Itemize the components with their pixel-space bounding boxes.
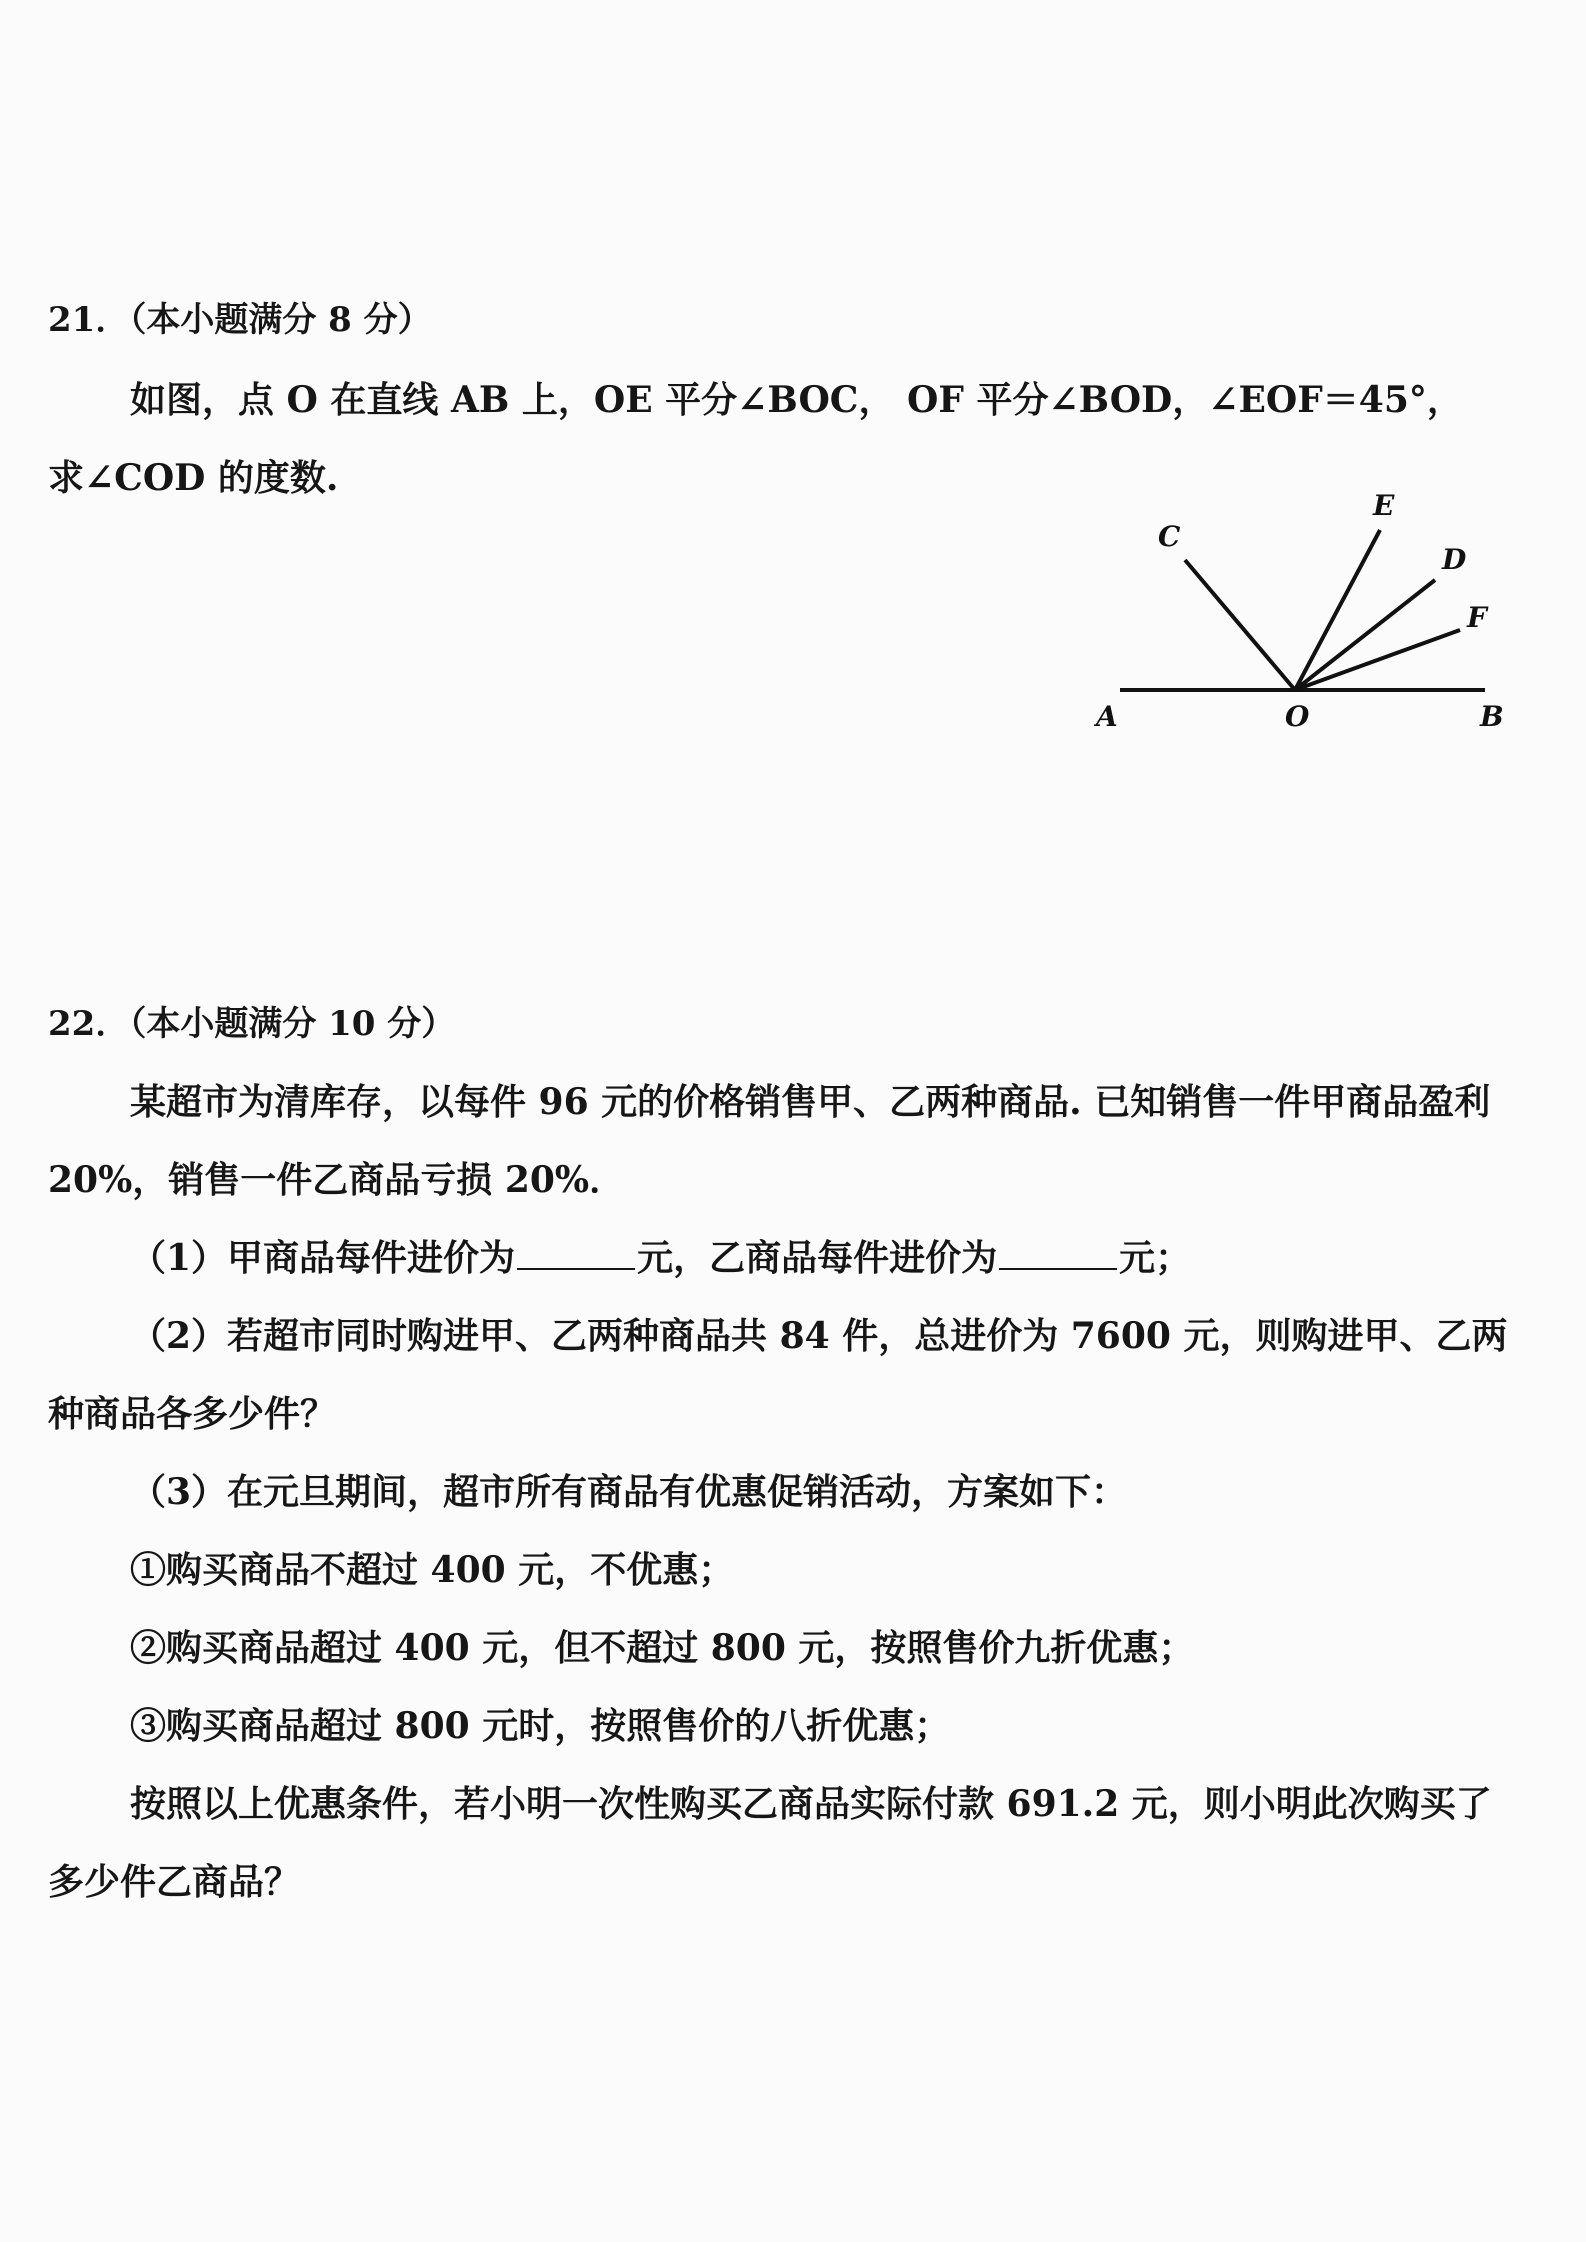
- label-E: E: [1373, 489, 1395, 522]
- label-B: B: [1480, 700, 1504, 733]
- q22-header: 22．（本小题满分 10 分）: [48, 1004, 456, 1044]
- q21-header: 21．（本小题满分 8 分）: [48, 300, 432, 340]
- label-F: F: [1467, 601, 1487, 634]
- q22-part1: [130, 1236, 1191, 1280]
- q22-part2-line2: 种商品各多少件？: [48, 1393, 337, 1435]
- q22-rule1: ①购买商品不超过 400 元，不优惠；: [130, 1549, 735, 1591]
- ray-OD: [1295, 580, 1435, 690]
- q22-part1-text-c: 元；: [1119, 1237, 1192, 1279]
- q22-ask-line1: 按照以上优惠条件，若小明一次性购买乙商品实际付款 691.2 元，则小明此次购买了: [130, 1783, 1492, 1825]
- angle-figure: [1080, 480, 1520, 760]
- q22-part2-line1: （2）若超市同时购进甲、乙两种商品共 84 件，总进价为 7600 元，则购进甲、乙两: [130, 1315, 1508, 1357]
- q22-ask-line2: 多少件乙商品？: [48, 1861, 301, 1903]
- answer-blank-yi-cost[interactable]: [999, 1238, 1117, 1270]
- answer-blank-jia-cost[interactable]: [517, 1238, 635, 1270]
- q22-rule3: ③购买商品超过 800 元时，按照售价的八折优惠；: [130, 1705, 951, 1747]
- q21-text-line1: 如图，点 O 在直线 AB 上，OE 平分∠BOC， OF 平分∠BOD，∠EOF＝45°，: [130, 379, 1463, 421]
- q22-rule2: ②购买商品超过 400 元，但不超过 800 元，按照售价九折优惠；: [130, 1627, 1195, 1669]
- ray-OC: [1185, 560, 1295, 690]
- label-O: O: [1285, 700, 1310, 733]
- label-C: C: [1158, 520, 1181, 553]
- q22-intro-line1: 某超市为清库存，以每件 96 元的价格销售甲、乙两种商品. 已知销售一件甲商品盈利: [130, 1081, 1491, 1123]
- q22-part1-text-a: （1）甲商品每件进价为: [130, 1237, 516, 1279]
- ray-OE: [1295, 530, 1380, 690]
- label-A: A: [1096, 700, 1118, 733]
- q22-intro-line2: 20%，销售一件乙商品亏损 20%．: [48, 1159, 626, 1201]
- q22-part3: （3）在元旦期间，超市所有商品有优惠促销活动，方案如下：: [130, 1471, 1128, 1513]
- label-D: D: [1442, 543, 1467, 576]
- q22-part1-text-b: 元，乙商品每件进价为: [637, 1237, 998, 1279]
- q21-text-line2: 求∠COD 的度数.: [48, 457, 339, 499]
- ray-OF: [1295, 630, 1460, 690]
